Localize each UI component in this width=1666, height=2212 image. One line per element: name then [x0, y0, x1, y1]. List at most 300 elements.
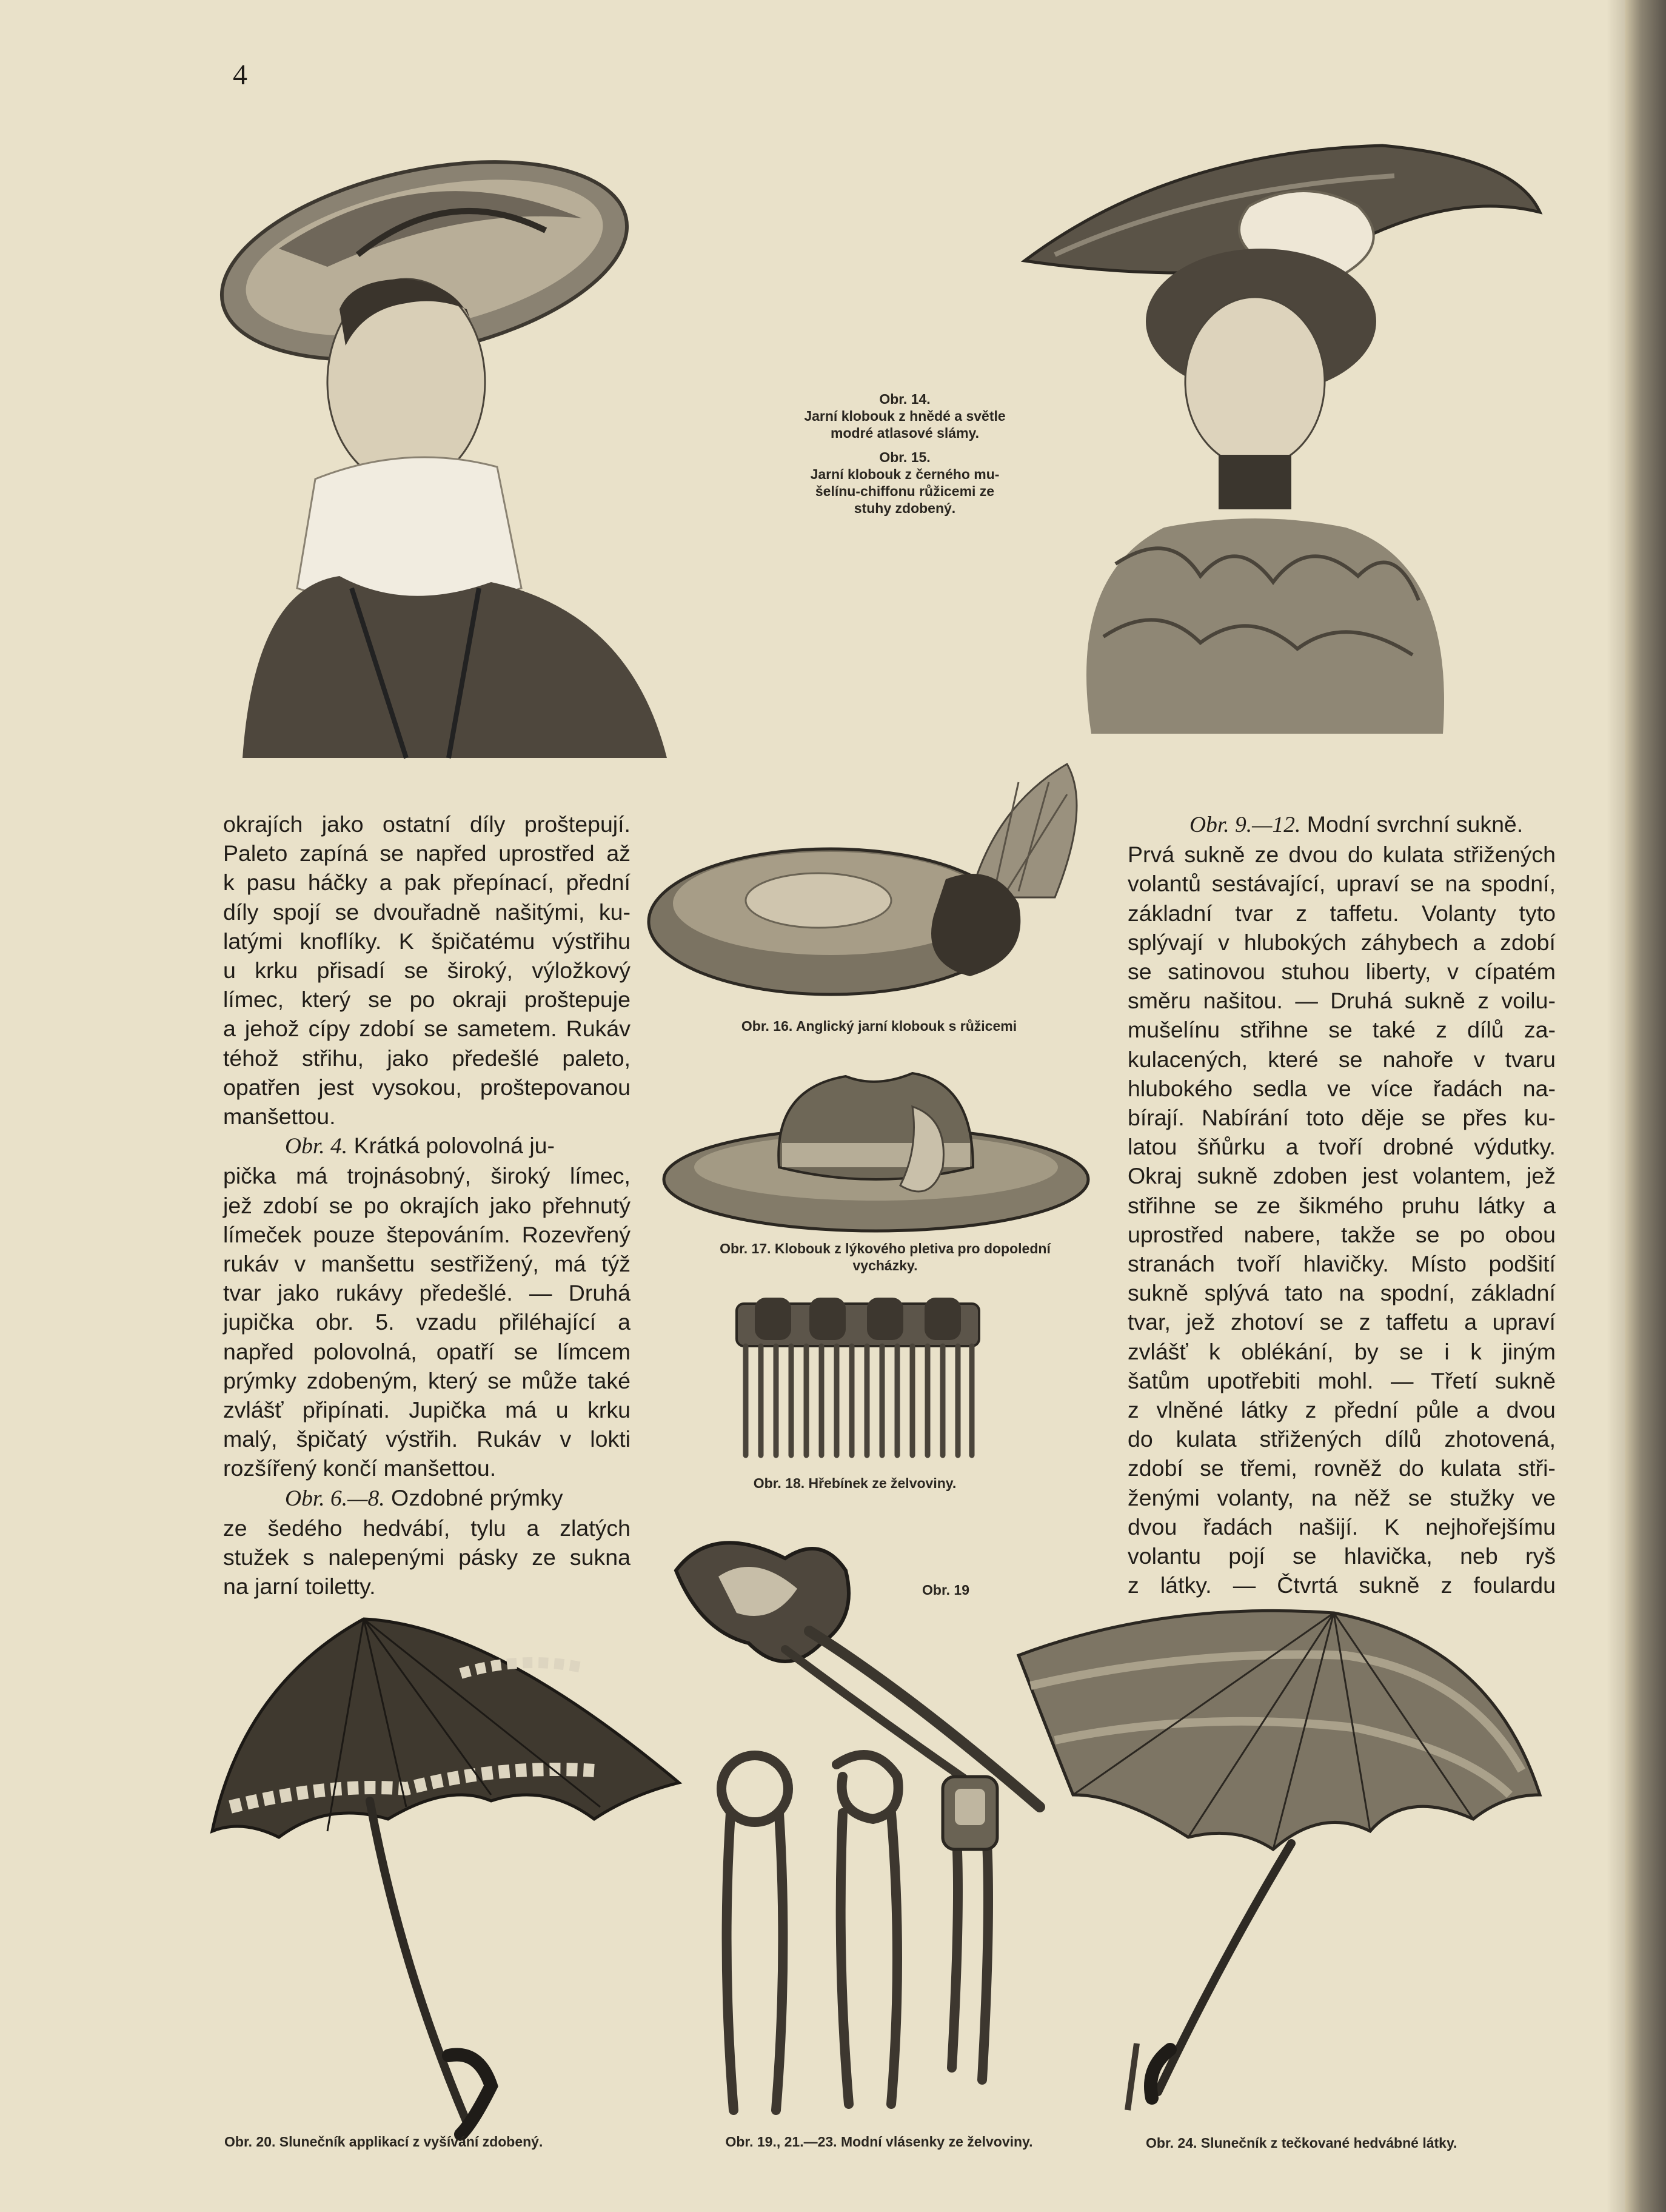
word: se [1128, 959, 1152, 985]
word: proštepovanou [480, 1074, 631, 1100]
word: by [1354, 1338, 1379, 1364]
word: nahoře [1382, 1046, 1454, 1072]
word: jež [223, 1192, 252, 1218]
word: neb [1460, 1543, 1498, 1569]
word: šňůrku [1197, 1134, 1266, 1160]
word: prýmky [223, 1367, 296, 1393]
word: knoflíky. [299, 928, 382, 954]
word: z [1296, 900, 1307, 926]
word: spojí [272, 899, 321, 925]
word: dvou [1128, 1513, 1177, 1540]
word: střižených [1259, 1426, 1362, 1452]
word: toto [1306, 1105, 1344, 1131]
word: přes [1462, 1105, 1507, 1131]
text-line [223, 1366, 631, 1395]
word: sestřižený, [430, 1251, 539, 1277]
word: ze [223, 1515, 247, 1541]
word: zdobeným, [306, 1367, 418, 1393]
word: se [335, 899, 360, 925]
word: připínati. [303, 1397, 390, 1423]
text-line [223, 1395, 631, 1424]
word: pak [404, 870, 441, 896]
word: — [1391, 1367, 1414, 1393]
word: kulata [1440, 1455, 1502, 1481]
word: a [526, 1515, 540, 1541]
text-line [1128, 1366, 1556, 1395]
word: Druhá [568, 1280, 631, 1306]
word: půle [1416, 1397, 1459, 1423]
word: spodní, [1380, 1280, 1455, 1306]
word: vysokou, [372, 1074, 462, 1100]
word: se [1399, 1338, 1423, 1364]
word: cípatém [1474, 959, 1556, 985]
caption-fig19: Obr. 19 [922, 1582, 969, 1598]
word: předešlé. [419, 1280, 513, 1306]
figure-reference: Obr. 6.—8. [285, 1486, 385, 1511]
caption-line: Obr. 17. Klobouk z lýkového pletiva pro dopolední [720, 1241, 1051, 1256]
word: u [555, 1397, 569, 1423]
word: sestávající, [1211, 871, 1326, 897]
text-line [1128, 1512, 1556, 1541]
word: K [398, 928, 414, 954]
word: a [618, 1309, 631, 1335]
text-line [1128, 1132, 1556, 1161]
word: našijí. [1299, 1513, 1359, 1540]
word: Rozevřený [521, 1221, 631, 1247]
word: volantu [1128, 1543, 1201, 1569]
caption-fig17 [673, 1240, 1097, 1274]
word: po [409, 987, 435, 1013]
word: do [1347, 842, 1373, 868]
word: a [1473, 929, 1486, 955]
word: kulacených, [1128, 1046, 1248, 1072]
word: má [505, 1397, 537, 1423]
word: z [1477, 988, 1489, 1014]
word: — [529, 1280, 552, 1306]
word: a [1476, 1397, 1489, 1423]
text-line [1128, 1015, 1556, 1044]
word: manšettu [321, 1251, 415, 1277]
caption-line: modré atlasové slámy. [830, 425, 980, 441]
text-line [1128, 1045, 1556, 1074]
word: Paleto [223, 840, 288, 866]
word: jako [387, 1045, 429, 1071]
word: se [424, 1016, 448, 1042]
word: základní [1471, 1280, 1556, 1306]
text-line [1128, 1103, 1556, 1132]
word: zvlášť [1128, 1338, 1188, 1364]
right-text-column [1128, 809, 1556, 1600]
word: Místo [1411, 1251, 1467, 1277]
word: zhotovená, [1444, 1426, 1556, 1452]
caption-fig14-15 [797, 390, 1012, 517]
word: díly [223, 899, 259, 925]
figure-reference: Obr. 4. [285, 1134, 348, 1159]
word: K [1384, 1513, 1400, 1540]
word: límcem [557, 1338, 631, 1364]
word: se [1200, 1455, 1224, 1481]
word: okraji [452, 987, 507, 1013]
word: v [1447, 959, 1459, 985]
caption-line: Obr. 15. [879, 449, 931, 465]
text-line [223, 927, 631, 956]
word: spodní, [1480, 871, 1556, 897]
word: řadách [1203, 1513, 1273, 1540]
text-line [223, 956, 631, 985]
word: se [329, 1192, 353, 1218]
word: Druhá [1330, 988, 1393, 1014]
word: na [1339, 1280, 1365, 1306]
word: okrajích [223, 811, 303, 837]
word: špičatému [431, 928, 535, 954]
word: cípy [308, 1016, 350, 1042]
word: voilu- [1501, 988, 1556, 1014]
word: rukávy [335, 1280, 403, 1306]
word: tvar, [1128, 1309, 1171, 1335]
word: pička [223, 1163, 276, 1189]
word: paleto, [562, 1045, 631, 1071]
illustration-hat-woman-left [206, 127, 709, 764]
word: zdobí [1128, 1455, 1183, 1481]
text-line: rozšířený končí manšettou. [223, 1455, 497, 1481]
word: oblékání, [1241, 1338, 1334, 1364]
caption-line: Obr. 14. [879, 391, 931, 407]
word: tvoří [1318, 1134, 1363, 1160]
word: více [1371, 1075, 1413, 1101]
word: v [1218, 929, 1229, 955]
word: výložkový [532, 957, 631, 984]
word: se [1319, 1309, 1344, 1335]
word: Nabírání [1202, 1105, 1289, 1131]
word: tvoří [1237, 1251, 1282, 1277]
word: malý, [223, 1426, 278, 1452]
word: štepováním. [386, 1221, 510, 1247]
word: jako [277, 1280, 319, 1306]
word: přisadí [316, 957, 386, 984]
caption-fig20: Obr. 20. Slunečník applikací z vyšívání zdobený. [224, 2134, 543, 2150]
word: stři- [1517, 1455, 1556, 1481]
word: se [380, 840, 404, 866]
word: vzadu [416, 1309, 477, 1335]
word: který [427, 1367, 478, 1393]
word: a [223, 1016, 236, 1042]
text-line [1128, 928, 1556, 957]
word: jest [318, 1074, 354, 1100]
word: ve [1531, 1484, 1556, 1510]
word: proštepuje [524, 987, 631, 1013]
word: hlubokých [1243, 929, 1347, 955]
word: jest [1362, 1163, 1398, 1189]
word: ženými [1128, 1484, 1200, 1510]
word: sukně [1359, 1572, 1420, 1598]
text-line [223, 868, 631, 897]
word: se [1415, 1221, 1440, 1247]
word: se [1408, 1484, 1433, 1510]
word: na [1445, 871, 1471, 897]
word: lokti [590, 1426, 631, 1452]
text-line [223, 1249, 631, 1278]
word: má [554, 1251, 586, 1277]
word: sukně [1494, 1367, 1556, 1393]
text-line [1128, 1161, 1556, 1190]
word: střižených [1453, 842, 1556, 868]
word: Volanty [1422, 900, 1497, 926]
word: ze [532, 1544, 556, 1570]
word: z [1440, 1572, 1453, 1598]
word: tato [1285, 1280, 1323, 1306]
text-line [1128, 1337, 1556, 1366]
text-fragment: Krátká polovolná ju- [353, 1133, 555, 1159]
word: drobné [1383, 1134, 1454, 1160]
word: tvaru [1505, 1046, 1556, 1072]
word: obr. [315, 1309, 354, 1335]
word: přepínací, [452, 870, 554, 896]
illustration-hairpins-fig21-23 [697, 1740, 1037, 2116]
word: látky. [1160, 1572, 1212, 1598]
word: nabere, [1243, 1221, 1321, 1247]
word: a [1543, 1192, 1556, 1218]
word: tvar [1235, 900, 1273, 926]
text-line [1128, 1395, 1556, 1424]
word: takže [1341, 1221, 1396, 1247]
word: mušelínu [1128, 1017, 1220, 1043]
word: stranách [1128, 1251, 1215, 1277]
word: na [1311, 1484, 1337, 1510]
word: splývají [1128, 929, 1204, 955]
word: pruhu [1401, 1192, 1460, 1218]
word: háčky [307, 870, 367, 896]
word: po [363, 1192, 389, 1218]
word: s [303, 1544, 315, 1570]
word: Prvá [1128, 842, 1175, 868]
word: předešlé [452, 1045, 540, 1071]
word: volantů [1128, 871, 1201, 897]
text-line [223, 1424, 631, 1453]
word: díly [470, 811, 506, 837]
word: satinovou [1168, 959, 1265, 985]
word: a [1285, 1134, 1299, 1160]
text-line [1128, 1483, 1556, 1512]
left-text-column [223, 809, 631, 1601]
word: se [368, 987, 392, 1013]
illustration-english-hat [631, 758, 1116, 1000]
text-line [223, 1073, 631, 1102]
word: směru [1128, 988, 1191, 1014]
word: ze [1254, 842, 1279, 868]
word: jako [489, 1192, 532, 1218]
word: střihne [1128, 1192, 1196, 1218]
word: z [1305, 1397, 1317, 1423]
word: volanty, [1217, 1484, 1294, 1510]
word: se [1410, 871, 1434, 897]
word: stuhou [1281, 959, 1350, 985]
word: sukně [1404, 988, 1465, 1014]
word: sukně [1184, 842, 1245, 868]
word: z [1436, 1017, 1447, 1043]
word: jiným [1502, 1338, 1556, 1364]
word: také [587, 1367, 631, 1393]
word: také [1373, 1017, 1416, 1043]
word: dílů [1467, 1017, 1504, 1043]
caption-fig24: Obr. 24. Slunečník z tečkované hedvábné látky. [1146, 2135, 1457, 2151]
page-number: 4 [233, 59, 247, 91]
word: dvouřadně [373, 899, 481, 925]
text-line [223, 1337, 631, 1366]
word: za- [1524, 1017, 1556, 1043]
word: z [1128, 1572, 1139, 1598]
word: jako [321, 811, 364, 837]
word: polovolná, [313, 1338, 417, 1364]
word: základní [1128, 900, 1213, 926]
word: se [514, 1338, 538, 1364]
word: sukně [1128, 1280, 1189, 1306]
word: mohl. [1317, 1367, 1374, 1393]
word: jehož [244, 1016, 299, 1042]
figure-reference: Obr. 9.—12. [1189, 813, 1301, 837]
word: napřed [415, 840, 487, 866]
page-gutter-shadow [1607, 0, 1625, 2212]
word: střihu, [301, 1045, 364, 1071]
text-line [1128, 869, 1556, 898]
word: k [1470, 1338, 1482, 1364]
word: zdobí [263, 1192, 319, 1218]
text-line [1128, 1453, 1556, 1483]
word: výstřihu [552, 928, 631, 954]
caption-line: stuhy zdobený. [854, 500, 956, 516]
word: zdobí [1500, 929, 1556, 955]
text-line [1128, 986, 1556, 1015]
word: tylu [470, 1515, 506, 1541]
caption-line: Jarní klobouk z černého mu- [810, 466, 1000, 482]
word: něž [1354, 1484, 1391, 1510]
word: do [1398, 1455, 1424, 1481]
text-line [1128, 1220, 1556, 1249]
text-line [223, 1513, 631, 1543]
word: záhybech [1360, 929, 1459, 955]
word: hlubokého [1128, 1075, 1233, 1101]
word: téhož [223, 1045, 279, 1071]
word: i [1444, 1338, 1450, 1364]
word: kulata [1382, 842, 1444, 868]
word: a [1464, 1309, 1477, 1335]
word: zlatých [560, 1515, 631, 1541]
word: na- [1522, 1075, 1556, 1101]
word: po [1459, 1221, 1485, 1247]
word: stužky [1450, 1484, 1514, 1510]
word: látky [1240, 1397, 1288, 1423]
word: ku- [1524, 1105, 1556, 1131]
word: Rukáv [566, 1016, 631, 1042]
word: Čtvrtá [1277, 1572, 1338, 1598]
word: k [1209, 1338, 1220, 1364]
text-line [223, 1044, 631, 1073]
text-line [1128, 1424, 1556, 1453]
word: kulata [1176, 1426, 1237, 1452]
caption-fig18: Obr. 18. Hřebínek ze želvoviny. [753, 1475, 957, 1491]
word: třemi, [1240, 1455, 1297, 1481]
word: přehnutý [542, 1192, 631, 1218]
word: nalepenými [328, 1544, 445, 1570]
word: široký, [447, 957, 513, 984]
word: volantem, [1413, 1163, 1512, 1189]
text-fragment: Modní svrchní sukně. [1306, 811, 1524, 837]
text-line [1128, 957, 1556, 986]
word: se [1338, 1046, 1363, 1072]
word: šedého [267, 1515, 343, 1541]
illustration-straw-hat [658, 1064, 1094, 1240]
word: Okraj [1128, 1163, 1182, 1189]
text-line [1128, 1249, 1556, 1278]
word: se [487, 1367, 512, 1393]
word: 5. [375, 1309, 395, 1335]
word: jež [1186, 1309, 1216, 1335]
word: v [560, 1426, 572, 1452]
word: u [223, 957, 236, 984]
caption-line: šelínu-chiffonu růžicemi ze [815, 483, 995, 499]
word: hlavička, [1343, 1543, 1433, 1569]
word: upraví [1492, 1309, 1556, 1335]
word: nejhořejšímu [1425, 1513, 1556, 1540]
word: sukně [1197, 1163, 1258, 1189]
text-line [1128, 840, 1556, 869]
word: šikmého [1299, 1192, 1383, 1218]
word: špičatý [296, 1426, 367, 1452]
word: okrajích [399, 1192, 480, 1218]
word: a [379, 870, 392, 896]
word: taffetu [1386, 1309, 1449, 1335]
word: opatří [436, 1338, 495, 1364]
word: obou [1505, 1221, 1556, 1247]
word: ku- [598, 899, 631, 925]
word: uprostřed [498, 840, 595, 866]
word: rukáv [223, 1251, 279, 1277]
word: má [296, 1163, 328, 1189]
word: z [1359, 1309, 1371, 1335]
word: latou [1128, 1134, 1177, 1160]
text-line [223, 839, 631, 868]
word: taffetu. [1330, 900, 1399, 926]
word: který [301, 987, 351, 1013]
word: jupička [223, 1309, 294, 1335]
paragraph-start [1128, 809, 1556, 840]
word: zdobí [359, 1016, 415, 1042]
word: výstřih. [386, 1426, 458, 1452]
word: střihne [1240, 1017, 1308, 1043]
word: Jupička [409, 1397, 486, 1423]
word: límeček [223, 1221, 302, 1247]
word: v [1473, 1046, 1485, 1072]
word: tvar [223, 1280, 261, 1306]
word: šatům [1128, 1367, 1190, 1393]
word: splývá [1204, 1280, 1269, 1306]
word: pásky [458, 1544, 518, 1570]
text-fragment: Ozdobné prýmky [391, 1484, 563, 1510]
word: — [1295, 988, 1318, 1014]
word: uprostřed [1128, 1221, 1224, 1247]
word: rovněž [1314, 1455, 1382, 1481]
illustration-comb [731, 1292, 985, 1461]
word: opatřen [223, 1074, 301, 1100]
word: zvlášť [223, 1397, 284, 1423]
word: řadách [1433, 1075, 1503, 1101]
text-line [223, 1307, 631, 1336]
text-line [1128, 1307, 1556, 1336]
word: hedvábí, [363, 1515, 450, 1541]
text-line [223, 1278, 631, 1307]
word: zdoben [1273, 1163, 1348, 1189]
text-line [223, 1543, 631, 1572]
word: se [1328, 1017, 1353, 1043]
